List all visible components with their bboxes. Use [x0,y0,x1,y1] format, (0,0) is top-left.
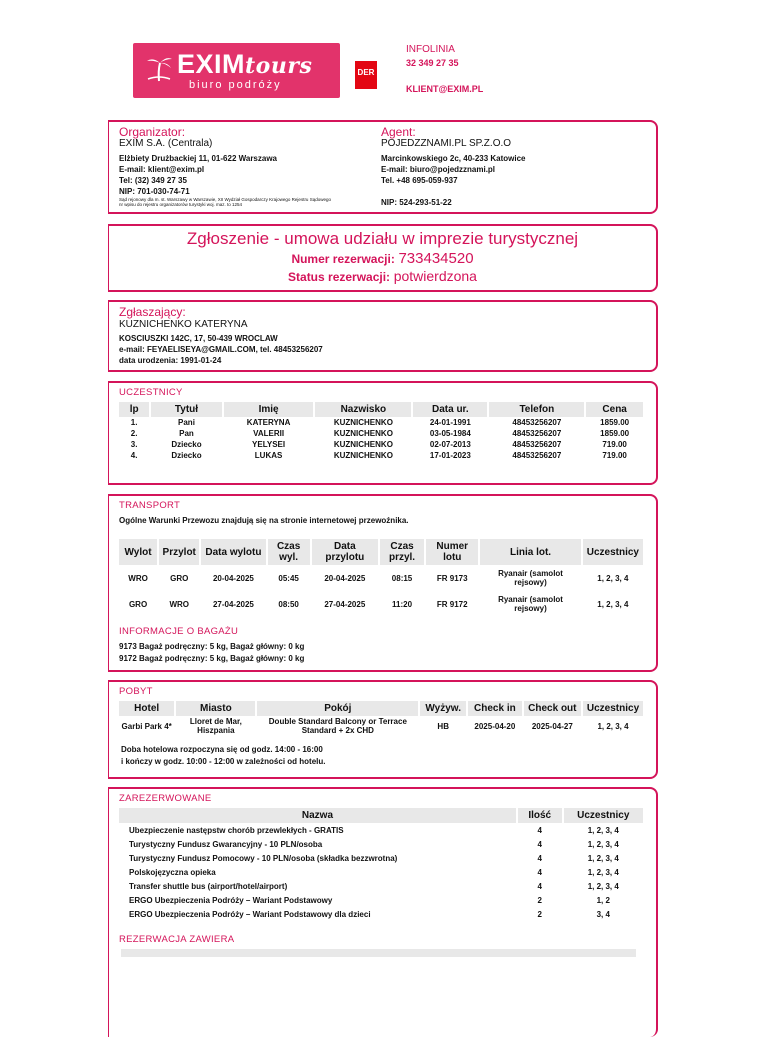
participants-cell: 1859.00 [600,418,630,427]
transport-note: Ogólne Warunki Przewozu znajdują się na stronie internetowej przewoźnika. [119,516,409,525]
organizer-name: EXIM S.A. (Centrala) [119,138,213,149]
participants-cell: 719.00 [602,440,627,449]
reserved-cell: 4 [537,881,542,891]
participants-cell: KUZNICHENKO [333,418,393,427]
reserved-cell: 2 [537,895,542,905]
agent-name: POJEDZZNAMI.PL SP.Z.O.O [381,138,512,149]
stay-box [108,680,658,779]
transport-cell: 05:45 [278,573,299,583]
organizer-nip: NIP: 701-030-74-71 [119,187,190,196]
stay-cell: HB [437,721,449,731]
participants-cell: 1. [130,418,138,427]
reserved-cell: 2 [537,909,542,919]
applicant-contact: e-mail: FEYAELISEYA@GMAIL.COM, tel. 48453256207 [119,345,323,354]
transport-title: TRANSPORT [119,500,181,511]
applicant-box [108,300,658,372]
includes-table-header [121,949,636,957]
table-row [119,851,643,865]
applicant-name: KUZNICHENKO KATERYNA [119,319,248,330]
participants-cell: 1859.00 [600,429,630,438]
baggage-title: INFORMACJE O BAGAŻU [119,626,239,637]
reserved-cell: 4 [537,825,542,835]
participants-cell: YELYSEI [252,440,286,449]
baggage-line-1: 9173 Bagaż podręczny: 5 kg, Bagaż główny: 0 kg [119,642,305,651]
reserved-cell: 1, 2, 3, 4 [587,853,619,863]
agent-label: Agent: [381,125,416,139]
reserved-cell: 1, 2, 3, 4 [587,881,619,891]
transport-cell: Ryanair (samolot rejsowy) [498,569,563,587]
transport-header-5: Czas przyl. [380,539,424,565]
reserved-cell: 1, 2, 3, 4 [587,825,619,835]
transport-header-6: Numer lotu [426,539,478,565]
infolinia-phone: 32 349 27 35 [406,58,459,68]
table-row [119,823,643,837]
transport-header-8: Uczestnicy [583,539,643,565]
reservation-number-line: Numer rezerwacji: 733434520 [291,250,474,267]
participants-cell: KUZNICHENKO [333,451,393,460]
stay-note-1: Doba hotelowa rozpoczyna się od godz. 14:00 - 16:00 [121,745,323,754]
stay-cell: 1, 2, 3, 4 [597,721,629,731]
participants-header-1: Tytuł [151,402,221,417]
reserved-cell: Polskojęzyczna opieka [129,867,216,877]
table-row [119,907,643,921]
transport-cell: WRO [169,599,189,609]
contract-header-box [108,224,658,292]
participants-header-2: Imię [224,402,314,417]
transport-cell: 27-04-2025 [324,599,366,609]
stay-title: POBYT [119,686,153,697]
table-row [119,865,643,879]
participants-cell: 48453256207 [512,418,562,427]
reserved-cell: Turystyczny Fundusz Pomocowy - 10 PLN/osoba (składka bezzwrotna) [129,853,398,863]
stay-header-3: Wyżyw. [420,701,466,716]
brand-tagline: biuro podróży [189,79,282,91]
header-email: KLIENT@EXIM.PL [406,84,484,94]
transport-cell: 1, 2, 3, 4 [597,599,629,609]
organizer-address: Elżbiety Drużbackiej 11, 01-622 Warszawa [119,154,278,163]
infolinia-label: INFOLINIA [406,44,455,55]
stay-header-4: Check in [468,701,522,716]
transport-header-7: Linia lot. [480,539,580,565]
table-row [119,417,643,428]
stay-cell: Lloret de Mar, Hiszpania [189,717,242,735]
reservation-status: potwierdzona [393,268,477,284]
table-row [119,565,643,591]
reserved-header-2: Uczestnicy [564,808,643,823]
participants-cell: Pan [179,429,194,438]
reservation-number: 733434520 [398,250,474,267]
transport-cell: WRO [128,573,148,583]
stay-cell: 2025-04-27 [531,721,573,731]
table-row [119,837,643,851]
reservation-status-line: Status rezerwacji: potwierdzona [288,268,477,284]
stay-note-2: i kończy w godz. 10:00 - 12:00 w zależności od hotelu. [121,757,326,766]
reserved-cell: 3, 4 [596,909,610,919]
applicant-birthdate: data urodzenia: 1991-01-24 [119,356,222,365]
participants-header-4: Data ur. [413,402,487,417]
transport-cell: 08:15 [391,573,413,583]
reserved-box [108,787,658,1037]
reserved-title: ZAREZERWOWANE [119,793,212,804]
participants-cell: Dziecko [171,451,202,460]
participants-cell: 48453256207 [512,440,562,449]
der-touristik-logo: DER [355,61,377,89]
transport-header-3: Czas wyl. [268,539,310,565]
stay-cell: Garbi Park 4* [121,721,172,731]
reserved-cell: 4 [537,867,542,877]
reserved-cell: Transfer shuttle bus (airport/hotel/airport) [129,881,288,891]
participants-cell: KUZNICHENKO [333,429,393,438]
stay-header-0: Hotel [119,701,174,716]
agent-phone: Tel. +48 695-059-937 [381,176,458,185]
stay-header-2: Pokój [257,701,418,716]
organizer-agent-box [108,120,658,214]
transport-header-4: Data przylotu [312,539,378,565]
stay-cell: 2025-04-20 [474,721,516,731]
reserved-cell: ERGO Ubezpieczenia Podróży – Wariant Podstawowy dla dzieci [129,909,371,919]
agent-email: E-mail: biuro@pojedzznami.pl [381,165,496,174]
participants-cell: 24-01-1991 [429,418,471,427]
reserved-cell: 4 [537,853,542,863]
organizer-registry: nr wpisu do rejestru organizatorów turystyki woj. maz. to 1254 [119,202,243,207]
reserved-cell: Turystyczny Fundusz Gwarancyjny - 10 PLN/osoba [129,839,323,849]
transport-cell: Ryanair (samolot rejsowy) [498,595,563,613]
organizer-phone: Tel: (32) 349 27 35 [119,176,187,185]
reserved-cell: 1, 2, 3, 4 [587,867,619,877]
participants-cell: 17-01-2023 [429,451,471,460]
table-row [119,439,643,450]
exim-tours-logo [133,43,340,98]
transport-cell: FR 9172 [436,599,468,609]
reserved-table [117,808,645,921]
reserved-header-1: Ilość [518,808,562,823]
participants-cell: KATERYNA [246,418,291,427]
participants-cell: 3. [130,440,138,449]
transport-cell: 1, 2, 3, 4 [597,573,629,583]
table-row [119,428,643,439]
stay-cell: Double Standard Balcony or Terrace Standard + 2x CHD [268,717,407,735]
includes-title: REZERWACJA ZAWIERA [119,934,235,945]
agent-address: Marcinkowskiego 2c, 40-233 Katowice [381,154,526,163]
agent-nip: NIP: 524-293-51-22 [381,198,452,207]
participants-cell: VALERII [253,429,285,438]
stay-header-5: Check out [524,701,581,716]
brand-name: EXIMtours [177,49,313,79]
transport-cell: 20-04-2025 [324,573,366,583]
organizer-email: E-mail: klient@exim.pl [119,165,205,174]
participants-cell: LUKAS [254,451,283,460]
reserved-cell: 1, 2, 3, 4 [587,839,619,849]
palm-tree-icon [145,53,173,83]
stay-header-6: Uczestnicy [583,701,643,716]
transport-cell: FR 9173 [436,573,468,583]
transport-box [108,494,658,672]
table-row [119,450,643,461]
applicant-label: Zgłaszający: [119,305,186,319]
participants-header-0: lp [119,402,149,417]
participants-header-3: Nazwisko [315,402,411,417]
participants-cell: 03-05-1984 [429,429,471,438]
reserved-header-0: Nazwa [119,808,516,823]
transport-header-0: Wylot [119,539,157,565]
stay-table [117,701,645,736]
reserved-cell: Ubezpieczenie następstw chorób przewlekłych - GRATIS [129,825,344,835]
participants-cell: 48453256207 [512,451,562,460]
organizer-court: Sąd rejonowy dla m. st. Warszawy w Warszawie, XII Wydział Gospodarczy Krajowego Rejestru Sądowego [119,197,331,202]
participants-cell: 48453256207 [512,429,562,438]
participants-cell: 2. [130,429,138,438]
applicant-address: KOSCIUSZKI 142C, 17, 50-439 WROCLAW [119,334,278,343]
participants-title: UCZESTNICY [119,387,183,398]
participants-header-5: Telefon [489,402,584,417]
participants-table [117,402,645,461]
transport-cell: 20-04-2025 [212,573,254,583]
stay-header-1: Miasto [176,701,255,716]
transport-cell: GRO [170,573,189,583]
table-row [119,591,643,617]
transport-cell: 11:20 [392,599,413,609]
table-row [119,893,643,907]
participants-cell: Pani [178,418,195,427]
reserved-cell: ERGO Ubezpieczenia Podróży – Wariant Podstawowy [129,895,333,905]
transport-cell: 08:50 [278,599,299,609]
reserved-cell: 4 [537,839,542,849]
table-row [119,879,643,893]
transport-cell: 27-04-2025 [212,599,254,609]
participants-box [108,381,658,485]
participants-header-6: Cena [586,402,643,417]
participants-cell: 719.00 [602,451,627,460]
transport-cell: GRO [128,599,148,609]
contract-title: Zgłoszenie - umowa udziału w imprezie turystycznej [186,229,579,248]
transport-header-2: Data wylotu [201,539,265,565]
table-row [119,716,643,736]
transport-table [117,539,645,617]
participants-cell: KUZNICHENKO [333,440,393,449]
baggage-line-2: 9172 Bagaż podręczny: 5 kg, Bagaż główny: 0 kg [119,654,305,663]
transport-header-1: Przylot [159,539,199,565]
reserved-cell: 1, 2 [596,895,610,905]
participants-cell: Dziecko [171,440,202,449]
organizer-label: Organizator: [119,125,186,139]
participants-cell: 02-07-2013 [429,440,471,449]
participants-cell: 4. [130,451,138,460]
